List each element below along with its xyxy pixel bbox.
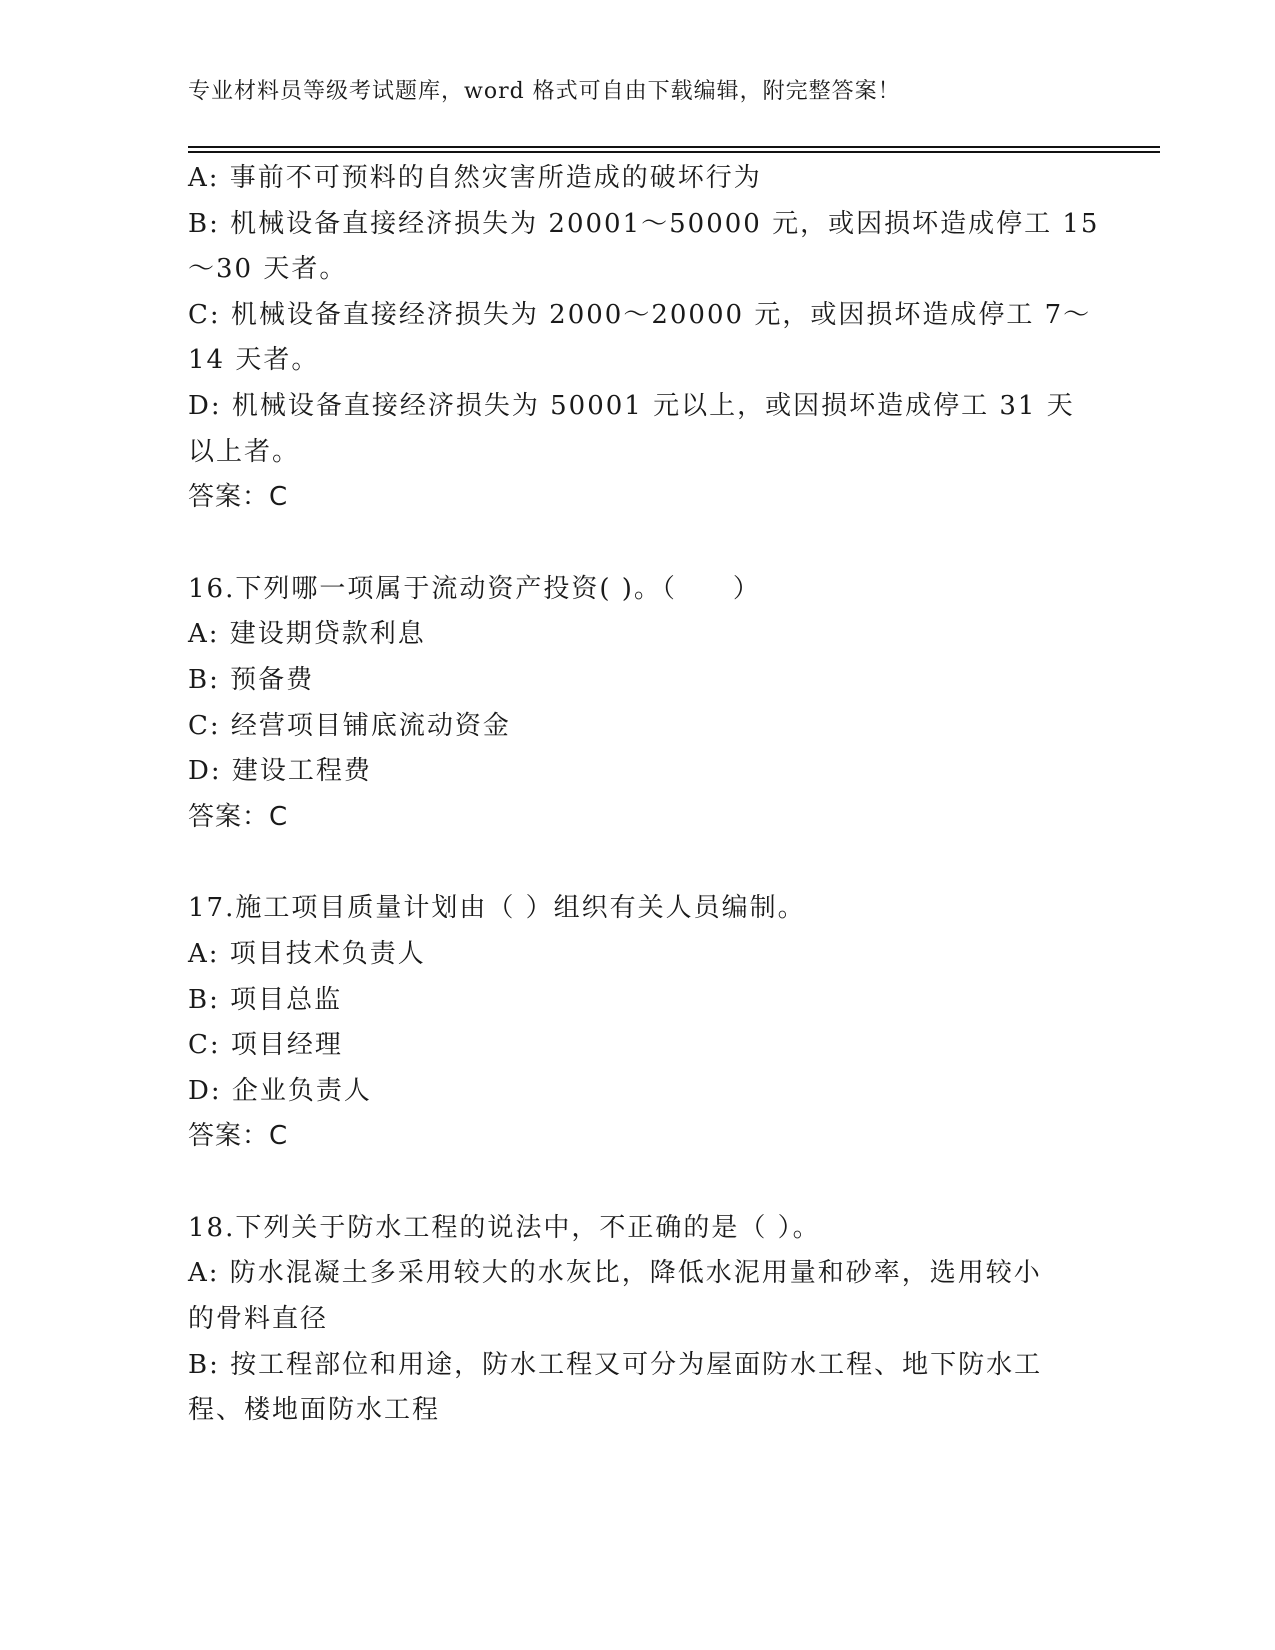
spacer xyxy=(188,840,1088,886)
q18-option-b-line1: B: 按工程部位和用途，防水工程又可分为屋面防水工程、地下防水工 xyxy=(188,1349,1043,1380)
q18-question: 18.下列关于防水工程的说法中，不正确的是（ ）。 xyxy=(188,1212,821,1243)
q17-option-a: A: 项目技术负责人 xyxy=(188,938,426,969)
q15-option-a: A: 事前不可预料的自然灾害所造成的破坏行为 xyxy=(188,163,762,193)
q15-answer: 答案：C xyxy=(188,482,289,513)
q15-option-d-line1: D: 机械设备直接经济损失为 50001 元以上，或因损坏造成停工 31 天 xyxy=(188,390,1075,421)
page-header: 专业材料员等级考试题库，word 格式可自由下载编辑，附完整答案！ xyxy=(188,79,901,104)
question-18-block xyxy=(188,1206,1088,1434)
q15-option-d-line2: 以上者。 xyxy=(188,436,301,467)
q16-option-b: B: 预备费 xyxy=(188,664,315,695)
q17-answer: 答案：C xyxy=(188,1121,289,1152)
q18-option-a-line1: A: 防水混凝土多采用较大的水灰比，降低水泥用量和砂率，选用较小 xyxy=(188,1258,1042,1289)
q16-option-c: C: 经营项目铺底流动资金 xyxy=(188,710,511,741)
q17-option-c: C: 项目经理 xyxy=(188,1030,343,1061)
header-rule-bottom xyxy=(188,151,1160,153)
q16-option-a: A: 建设期贷款利息 xyxy=(188,619,426,650)
document-body xyxy=(188,156,1100,1434)
q15-option-b-line1: B: 机械设备直接经济损失为 20001～50000 元，或因损坏造成停工 15 xyxy=(188,208,1100,239)
q17-option-d: D: 企业负责人 xyxy=(188,1075,372,1106)
question-15-block xyxy=(188,156,1100,521)
q16-option-d: D: 建设工程费 xyxy=(188,756,372,787)
q18-option-a-line2: 的骨料直径 xyxy=(188,1304,329,1335)
spacer xyxy=(188,521,1088,567)
q17-question: 17.施工项目质量计划由（ ）组织有关人员编制。 xyxy=(188,893,806,924)
q15-option-c-line2: 14 天者。 xyxy=(188,345,320,376)
q16-question: 16.下列哪一项属于流动资产投资( )。（ ） xyxy=(188,573,761,604)
header-rule-top xyxy=(188,146,1160,148)
q16-answer: 答案：C xyxy=(188,801,289,832)
question-17-block xyxy=(188,886,1088,1160)
q15-option-c-line1: C: 机械设备直接经济损失为 2000～20000 元，或因损坏造成停工 7～ xyxy=(188,299,1092,330)
question-16-block xyxy=(188,567,1088,841)
q17-option-b: B: 项目总监 xyxy=(188,984,343,1015)
q18-option-b-line2: 程、楼地面防水工程 xyxy=(188,1395,441,1426)
q15-option-b-line2: ～30 天者。 xyxy=(188,254,348,285)
spacer xyxy=(188,1160,1088,1206)
